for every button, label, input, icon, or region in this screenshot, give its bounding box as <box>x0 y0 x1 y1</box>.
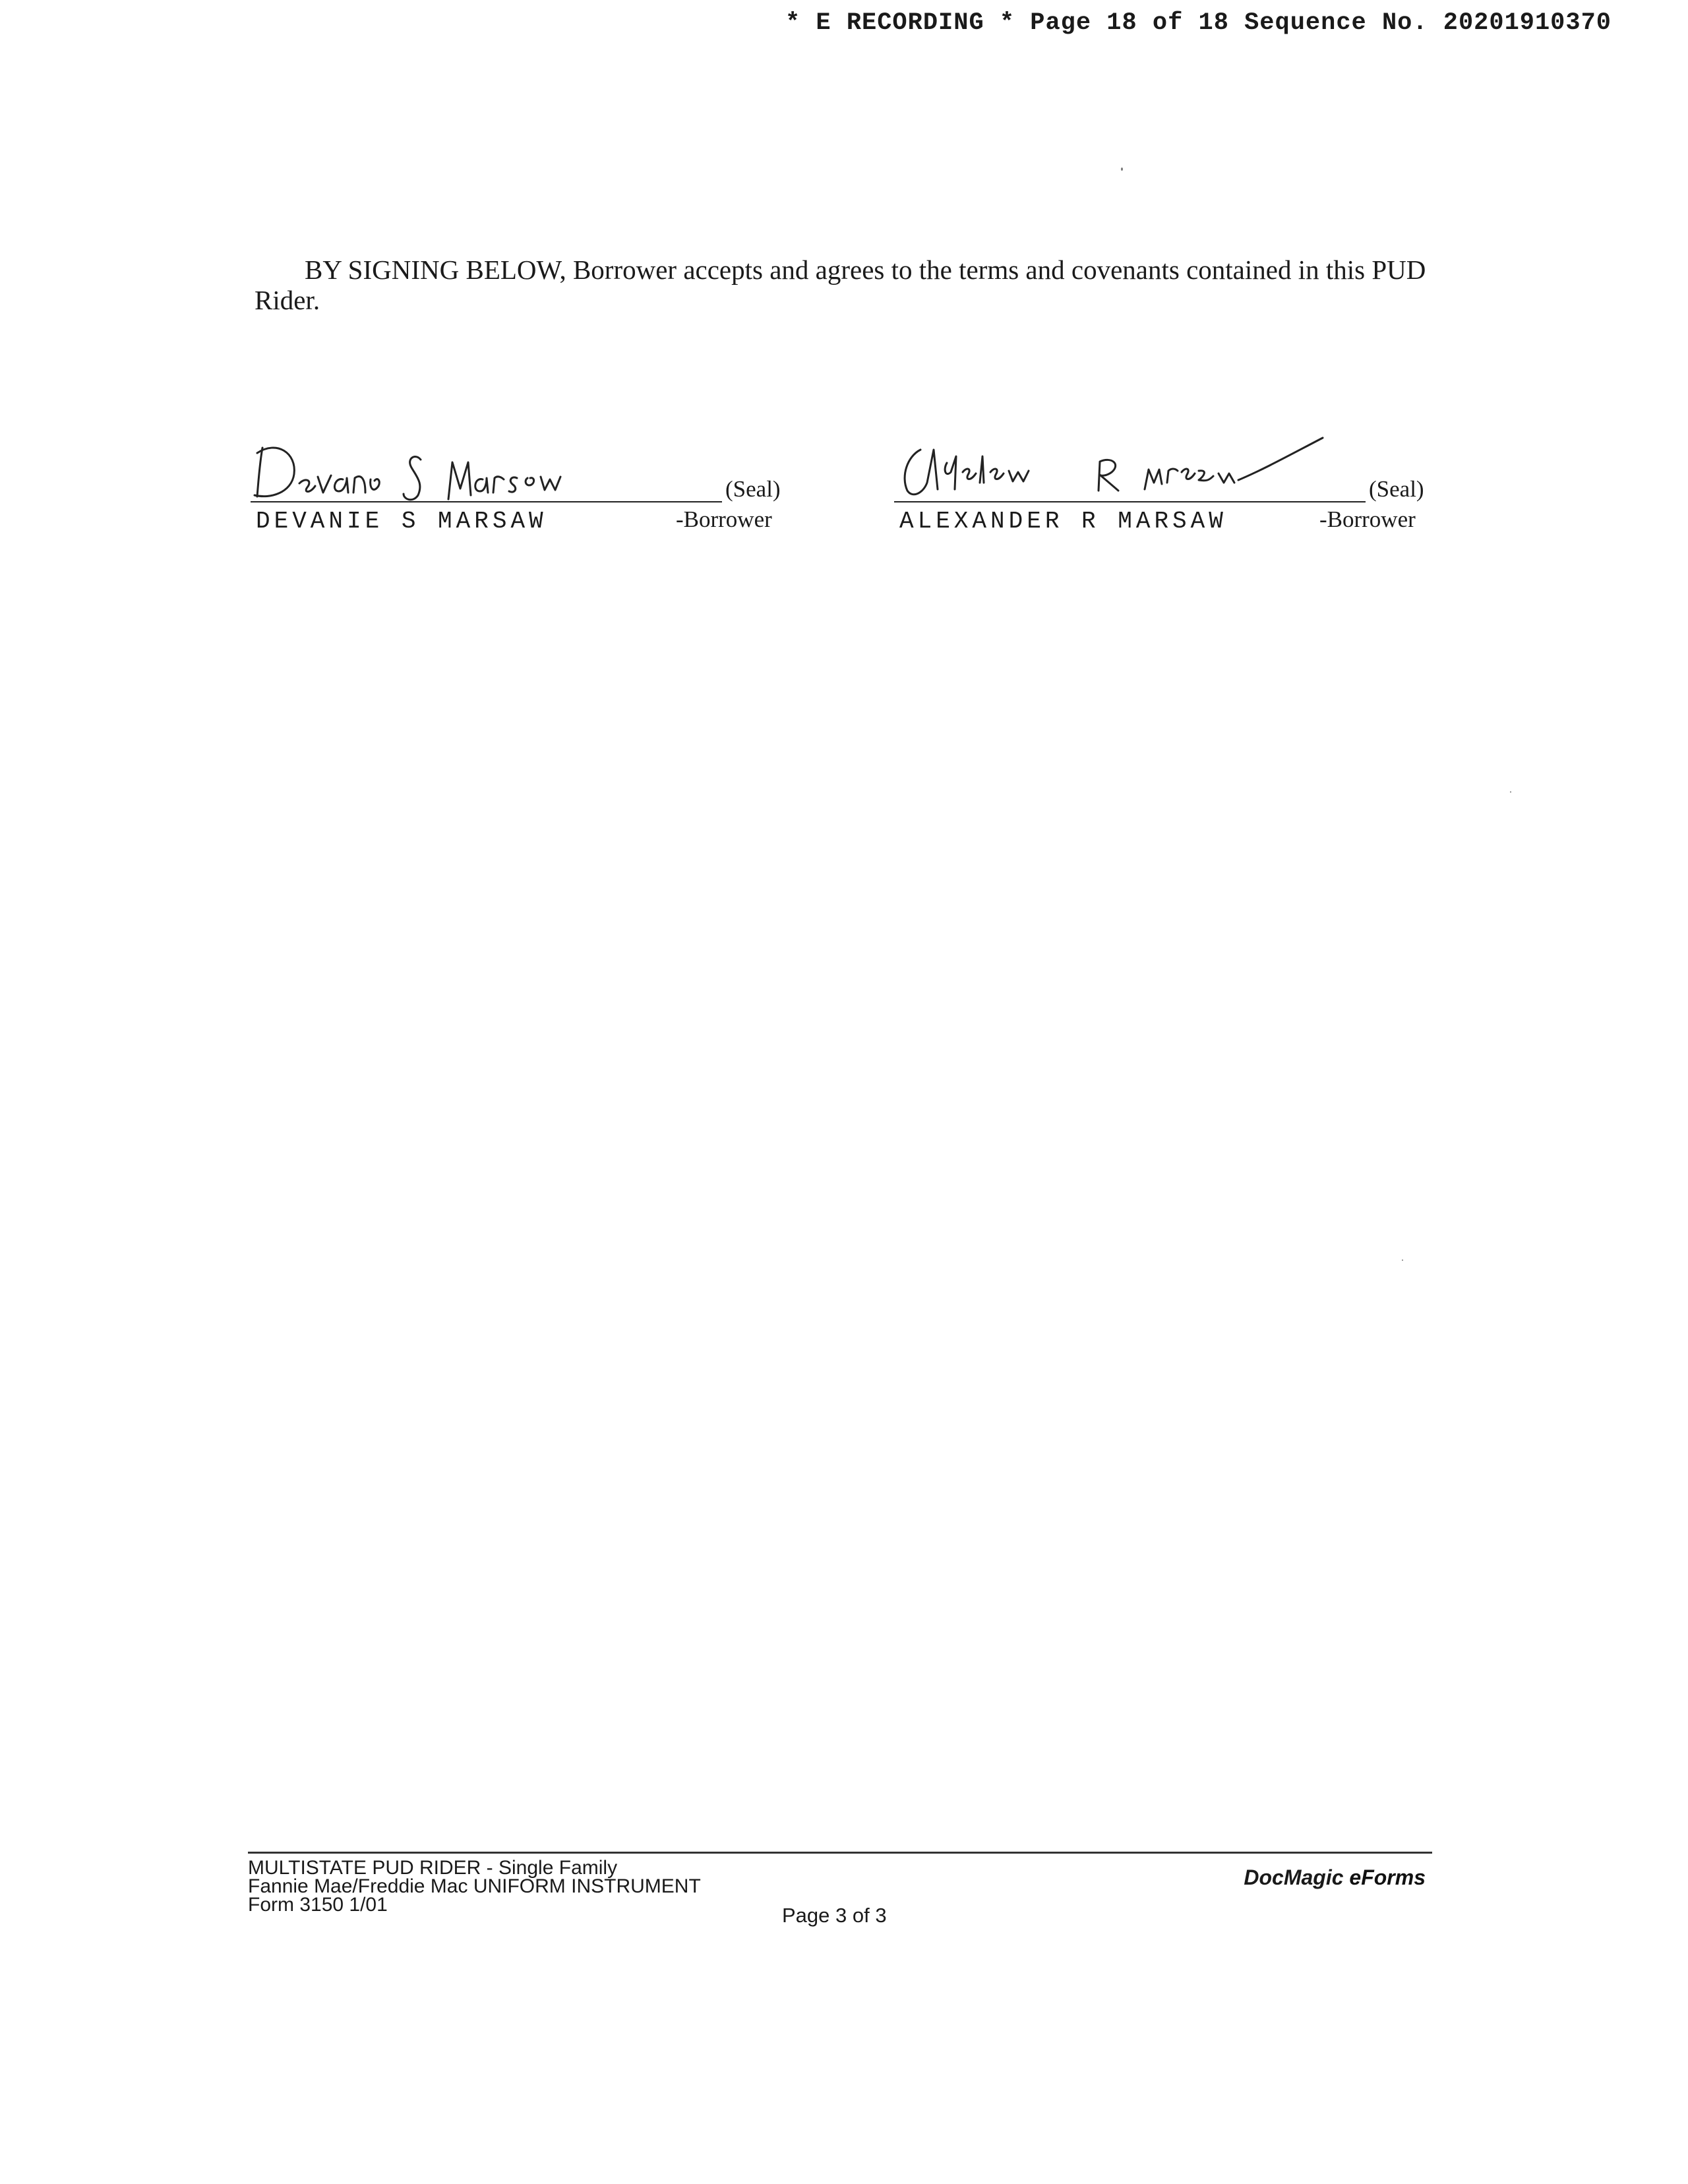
brand-name: DocMagic <box>1244 1866 1344 1889</box>
page-number: Page 3 of 3 <box>782 1904 887 1927</box>
borrower-name: DEVANIE S MARSAW <box>256 508 547 535</box>
borrower-role: -Borrower <box>1319 506 1416 532</box>
form-instrument: Fannie Mae/Freddie Mac UNIFORM INSTRUMENT <box>248 1875 701 1897</box>
borrower-name: ALEXANDER R MARSAW <box>899 508 1227 535</box>
signature-line <box>894 501 1366 502</box>
signature-block-borrower-1 <box>251 440 791 539</box>
handwritten-signature <box>894 430 1356 502</box>
form-number: Form 3150 1/01 <box>248 1894 388 1916</box>
handwritten-signature <box>251 440 593 502</box>
docmagic-logo <box>1244 1868 1426 1887</box>
scan-speck <box>1402 1259 1403 1261</box>
scan-speck <box>1510 791 1511 793</box>
signature-block-borrower-2 <box>894 440 1435 539</box>
signing-statement: BY SIGNING BELOW, Borrower accepts and agrees to the terms and covenants contained in this PUD Rider. <box>255 255 1426 315</box>
recording-stamp: * E RECORDING * Page 18 of 18 Sequence No. 20201910370 <box>785 9 1612 37</box>
brand-mark: eForms <box>1349 1866 1426 1889</box>
borrower-role: -Borrower <box>676 506 772 532</box>
form-title: MULTISTATE PUD RIDER - Single Family <box>248 1857 618 1879</box>
seal-label: (Seal) <box>1369 476 1424 502</box>
scan-speck <box>1121 167 1123 171</box>
form-footer <box>248 1852 1432 1927</box>
signature-line <box>251 501 722 502</box>
seal-label: (Seal) <box>725 476 781 502</box>
